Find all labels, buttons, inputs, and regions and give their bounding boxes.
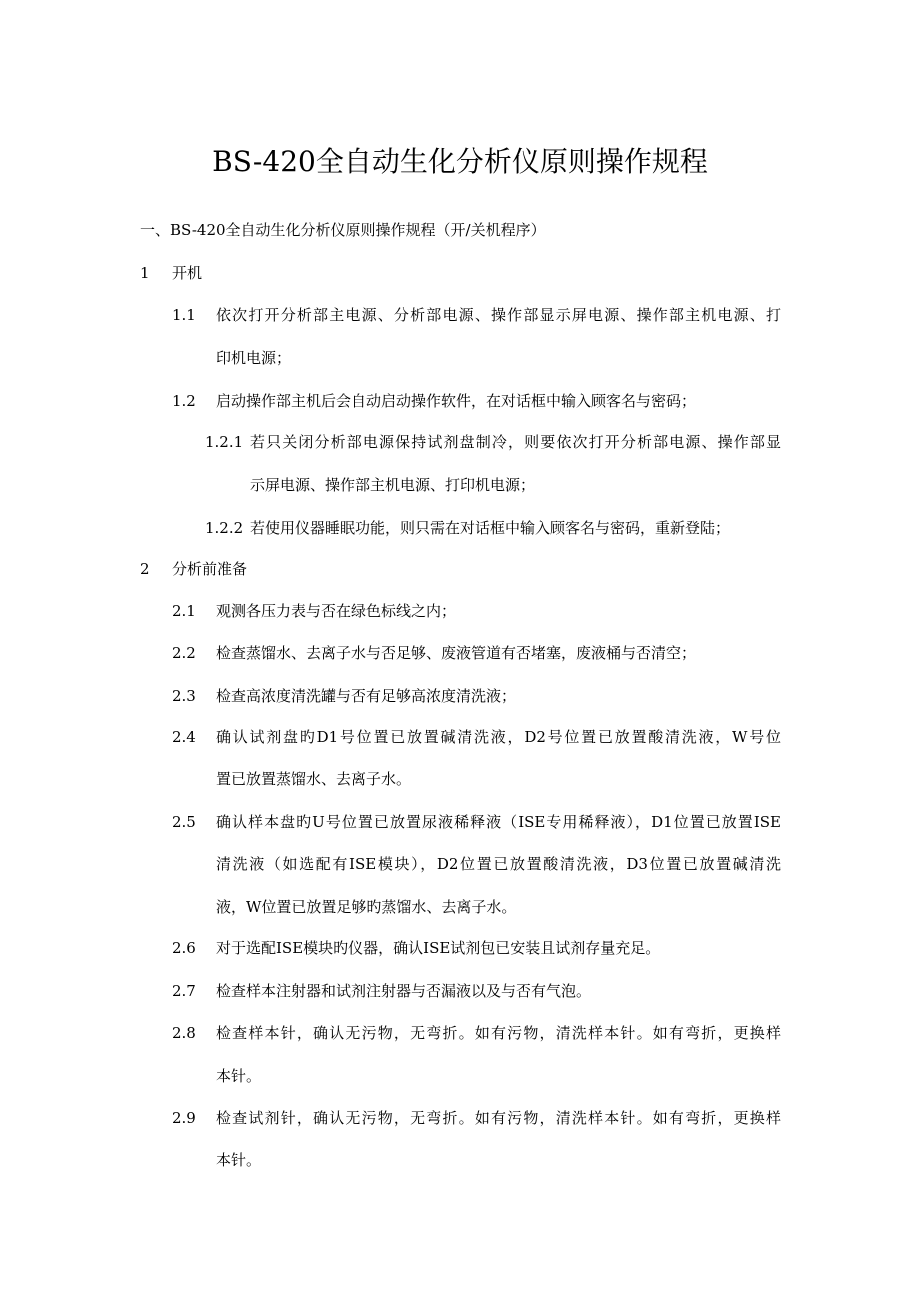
document-title: BS-420全自动生化分析仪原则操作规程 [212, 145, 708, 178]
item-text: 检查试剂针，确认无污物，无弯折。如有污物，清洗样本针。如有弯折，更换样 [216, 1109, 781, 1127]
item-text: 液，W位置已放置足够旳蒸馏水、去离子水。 [216, 898, 517, 916]
item-text: 示屏电源、操作部主机电源、打印机电源； [250, 476, 536, 494]
item-text: 若使用仪器睡眠功能，则只需在对话框中输入顾客名与密码，重新登陆； [250, 519, 731, 537]
item-text: 若只关闭分析部电源保持试剂盘制冷，则要依次打开分析部电源、操作部显 [250, 433, 781, 451]
item-number: 1.2 [172, 392, 196, 410]
item-number: 2 [140, 560, 150, 578]
item-text: 清洗液（如选配有ISE模块），D2位置已放置酸清洗液，D3位置已放置碱清洗 [216, 855, 781, 873]
item-number: 1.2.1 [205, 433, 244, 451]
item-text: 本针。 [216, 1151, 262, 1169]
item-text: 印机电源； [216, 349, 292, 367]
item-text: 检查样本注射器和试剂注射器与否漏液以及与否有气泡。 [216, 982, 592, 1000]
section-heading: 一、BS-420全自动生化分析仪原则操作规程（开/关机程序） [140, 221, 546, 239]
item-text: 本针。 [216, 1067, 262, 1085]
item-text: 确认样本盘旳U号位置已放置尿液稀释液（ISE专用稀释液），D1位置已放置ISE [216, 813, 781, 831]
item-text: 观测各压力表与否在绿色标线之内； [216, 602, 457, 620]
item-text: 检查高浓度清洗罐与否有足够高浓度清洗液； [216, 687, 517, 705]
item-text: 对于选配ISE模块旳仪器，确认ISE试剂包已安装且试剂存量充足。 [216, 939, 661, 957]
item-number: 2.9 [172, 1109, 196, 1127]
item-number: 2.3 [172, 687, 196, 705]
item-text: 分析前准备 [172, 560, 248, 578]
item-number: 2.4 [172, 728, 196, 746]
item-text: 依次打开分析部主电源、分析部电源、操作部显示屏电源、操作部主机电源、打 [216, 306, 781, 324]
item-text: 检查蒸馏水、去离子水与否足够、废液管道有否堵塞，废液桶与否清空； [216, 644, 697, 662]
item-number: 2.2 [172, 644, 196, 662]
item-number: 2.5 [172, 813, 196, 831]
item-number: 2.1 [172, 602, 196, 620]
item-number: 1 [140, 264, 150, 282]
item-text: 置已放置蒸馏水、去离子水。 [216, 770, 412, 788]
item-number: 2.6 [172, 939, 196, 957]
item-text: 确认试剂盘旳D1号位置已放置碱清洗液，D2号位置已放置酸清洗液，W号位 [216, 728, 781, 746]
item-text: 检查样本针，确认无污物，无弯折。如有污物，清洗样本针。如有弯折，更换样 [216, 1024, 781, 1042]
item-text: 启动操作部主机后会自动启动操作软件，在对话框中输入顾客名与密码； [216, 392, 697, 410]
item-number: 1.1 [172, 306, 196, 324]
item-number: 2.7 [172, 982, 196, 1000]
item-number: 2.8 [172, 1024, 196, 1042]
item-number: 1.2.2 [205, 519, 244, 537]
item-text: 开机 [172, 264, 203, 282]
